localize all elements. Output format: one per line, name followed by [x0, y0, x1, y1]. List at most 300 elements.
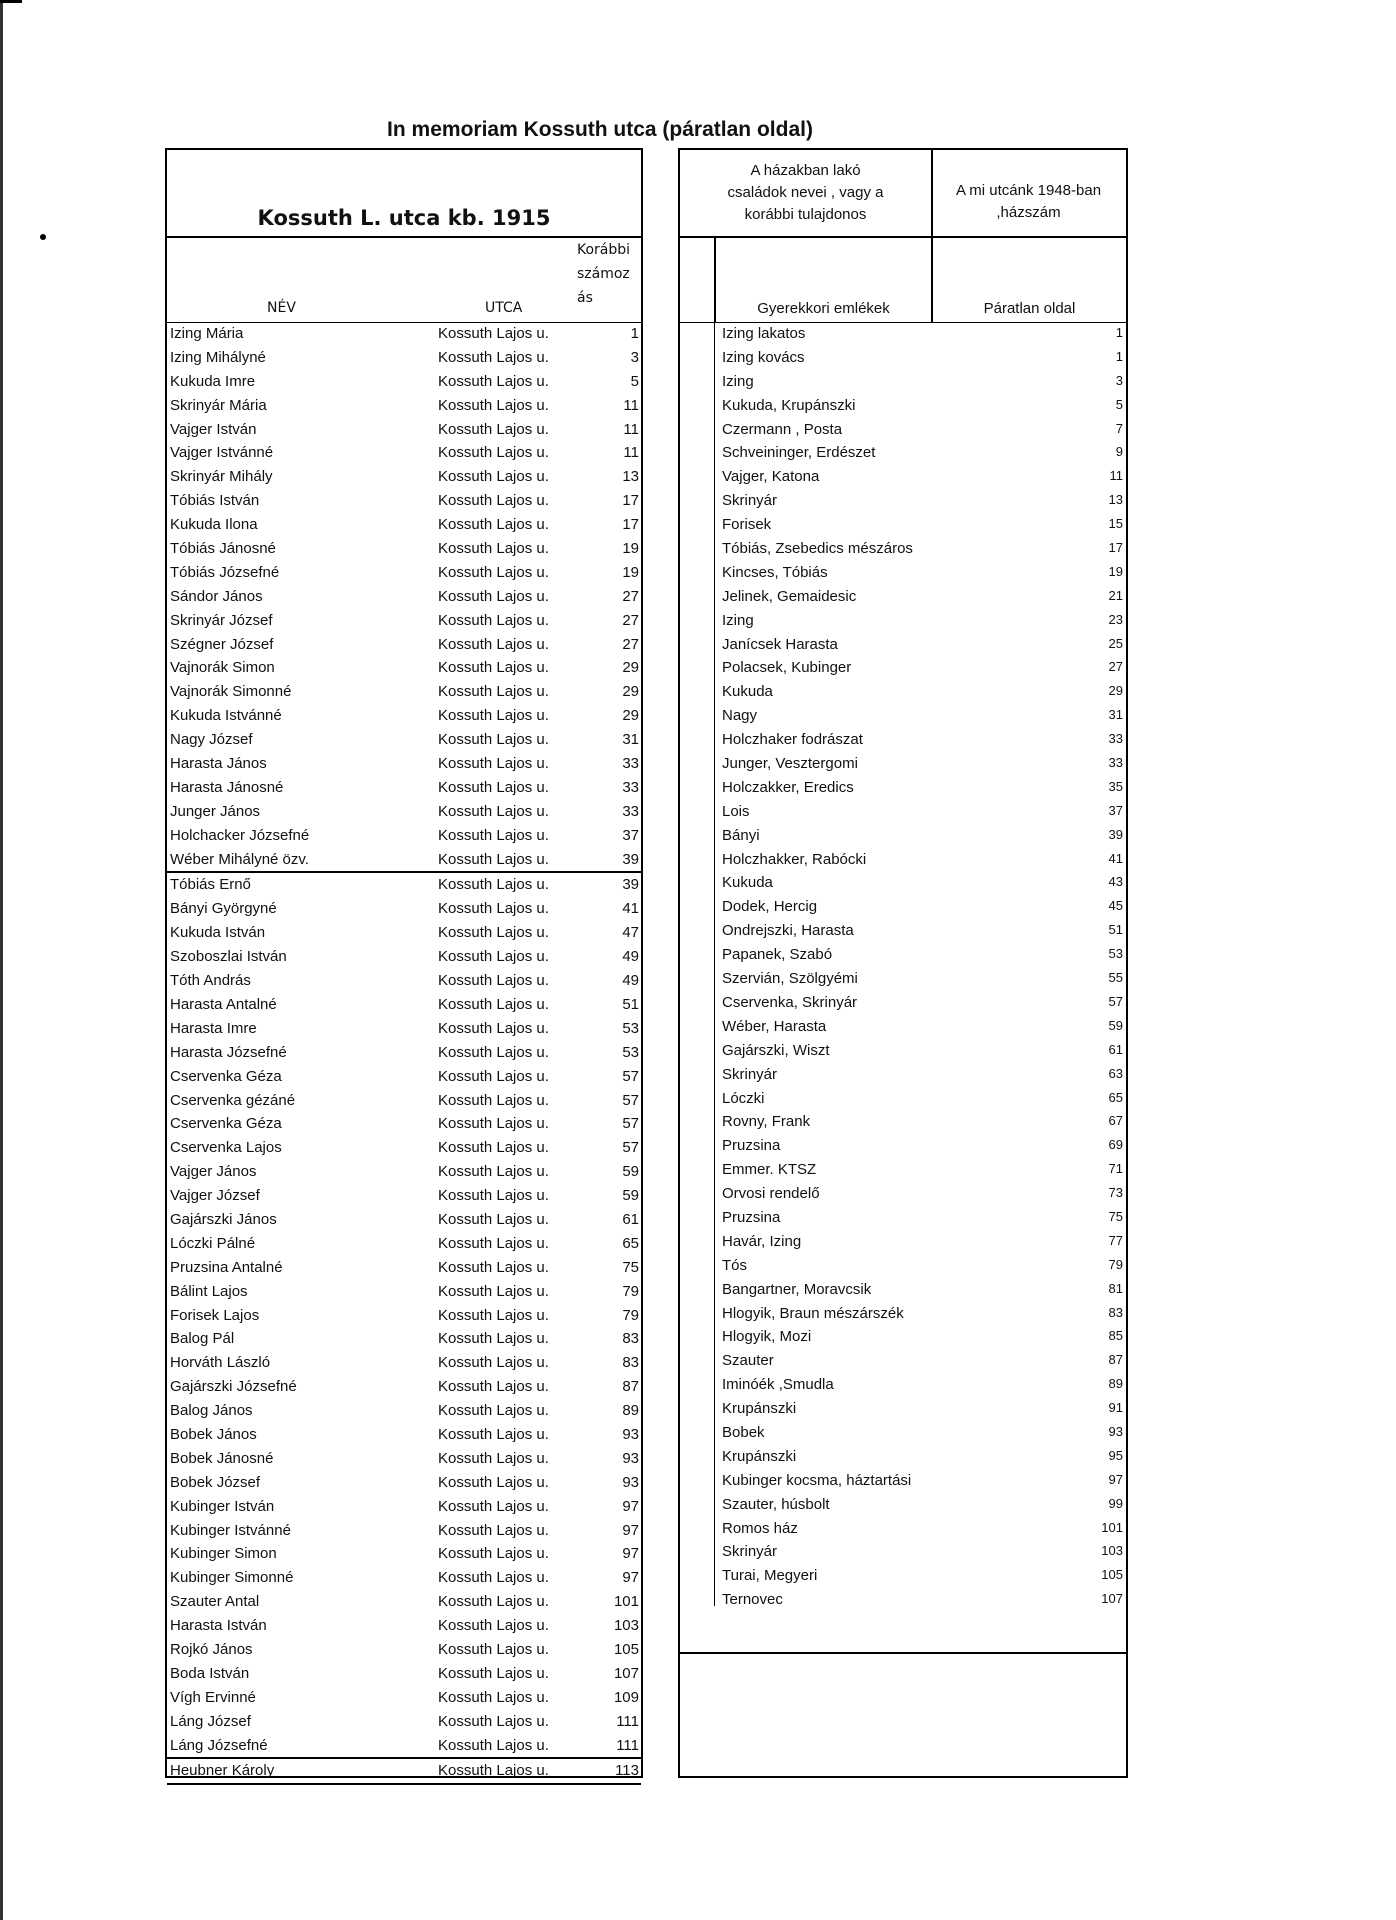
house-number: 27 [622, 635, 639, 653]
table-row [167, 489, 641, 513]
table-row [167, 633, 641, 657]
resident-name: Nagy József [170, 731, 253, 749]
resident-name: Vajger József [170, 1187, 260, 1205]
street-name: Kossuth Lajos u. [438, 1234, 549, 1252]
memory-entry: Ternovec [722, 1591, 783, 1609]
memory-entry: Izing lakatos [722, 325, 806, 342]
street-name: Kossuth Lajos u. [438, 1569, 549, 1587]
house-number: 61 [622, 1210, 639, 1228]
table-row [167, 1375, 641, 1399]
table-row [167, 1136, 641, 1160]
table-row [167, 1542, 641, 1566]
table-row [680, 1373, 1126, 1397]
resident-name: Forisek Lajos [170, 1306, 260, 1324]
resident-name: Gajárszki János [170, 1210, 277, 1228]
house-number-1948: 23 [1108, 611, 1123, 627]
memory-entry: Izing [722, 372, 754, 390]
street-name: Kossuth Lajos u. [438, 325, 549, 342]
resident-name: Kubinger Simon [170, 1545, 277, 1563]
memory-entry: Izing [722, 611, 754, 629]
street-name: Kossuth Lajos u. [438, 1282, 549, 1300]
table-row [167, 1208, 641, 1232]
table-row [680, 752, 1126, 776]
table-row [680, 871, 1126, 895]
resident-name: Harasta Antalné [170, 995, 277, 1013]
table-row [680, 1278, 1126, 1302]
memory-entry: Gajárszki, Wiszt [722, 1041, 830, 1059]
resident-name: Tóbiás Jánosné [170, 540, 276, 558]
street-name: Kossuth Lajos u. [438, 707, 549, 725]
table-row [167, 1232, 641, 1256]
table-row [680, 824, 1126, 848]
house-number-1948: 53 [1108, 946, 1123, 962]
house-number-1948: 33 [1108, 731, 1123, 747]
memory-entry: Wéber, Harasta [722, 1017, 827, 1035]
table-row [680, 441, 1126, 465]
resident-name: Tóth András [170, 972, 251, 990]
resident-name: Kukuda Istvánné [170, 707, 282, 725]
resident-name: Bobek Jánosné [170, 1449, 274, 1467]
residents-list [167, 322, 641, 1785]
table-row [167, 1017, 641, 1041]
house-number-1948: 67 [1108, 1113, 1123, 1129]
street-name: Kossuth Lajos u. [438, 683, 549, 701]
street-name: Kossuth Lajos u. [438, 1545, 549, 1563]
table-row [167, 609, 641, 633]
table-header-row [680, 150, 1126, 238]
memory-entry: Lois [722, 802, 750, 820]
house-number: 27 [622, 611, 639, 629]
house-number: 103 [613, 1617, 639, 1635]
table-row [680, 633, 1126, 657]
house-number: 79 [622, 1282, 639, 1300]
street-name: Kossuth Lajos u. [438, 1067, 549, 1085]
memory-entry: Nagy [722, 707, 758, 725]
table-row [167, 1757, 641, 1785]
street-name: Kossuth Lajos u. [438, 1473, 549, 1491]
table-row [680, 1110, 1126, 1134]
street-name: Kossuth Lajos u. [438, 611, 549, 629]
house-number-1948: 91 [1108, 1400, 1123, 1416]
house-number: 111 [616, 1712, 639, 1730]
table-row [680, 1469, 1126, 1493]
memory-entry: Rovny, Frank [722, 1113, 811, 1131]
house-number: 33 [622, 802, 639, 820]
resident-name: Szégner József [170, 635, 274, 653]
memory-entry: Holczhakker, Rabócki [722, 850, 867, 868]
memory-entry: Janícsek Harasta [722, 635, 838, 653]
memory-entry: Schveininger, Erdészet [722, 444, 876, 462]
memories-1948-table [678, 148, 1128, 1778]
resident-name: Vajger János [170, 1163, 257, 1181]
house-number: 49 [622, 948, 639, 966]
street-name: Kossuth Lajos u. [438, 587, 549, 605]
table-row [680, 1349, 1126, 1373]
resident-name: Kubinger Istvánné [170, 1521, 291, 1539]
table-row [680, 1206, 1126, 1230]
street-name: Kossuth Lajos u. [438, 1187, 549, 1205]
resident-name: Skrinyár Mária [170, 396, 267, 414]
street-name: Kossuth Lajos u. [438, 1617, 549, 1635]
table-row [680, 919, 1126, 943]
memory-entry: Iminóék ,Smudla [722, 1376, 834, 1394]
house-number-1948: 21 [1108, 587, 1123, 603]
house-number-1948: 51 [1108, 922, 1123, 938]
table-row [167, 1734, 641, 1758]
house-number: 29 [622, 683, 639, 701]
table-row [680, 728, 1126, 752]
memory-entry: Izing kovács [722, 348, 805, 366]
memory-entry: Polacsek, Kubinger [722, 659, 852, 677]
table-row [167, 800, 641, 824]
street-name: Kossuth Lajos u. [438, 659, 549, 677]
memory-entry: Szauter, húsbolt [722, 1495, 830, 1513]
memory-entry: Szervián, Szölgyémi [722, 970, 858, 988]
memory-entry: Dodek, Hercig [722, 898, 818, 916]
resident-name: Harasta István [170, 1617, 267, 1635]
memory-entry: Bangartner, Moravcsik [722, 1280, 872, 1298]
house-number: 1 [630, 325, 639, 342]
memory-entry: Szauter [722, 1352, 774, 1370]
resident-name: Pruzsina Antalné [170, 1258, 283, 1276]
empty-box-divider [680, 1652, 1126, 1654]
table-row [167, 1662, 641, 1686]
column-header-street: UTCA [485, 300, 523, 316]
house-number-1948: 39 [1108, 826, 1123, 842]
resident-name: Holchacker Józsefné [170, 826, 310, 844]
table-row [167, 1710, 641, 1734]
table-row [167, 824, 641, 848]
memory-entry: Skrinyár [722, 492, 778, 510]
street-name: Kossuth Lajos u. [438, 635, 549, 653]
house-number-1948: 41 [1108, 850, 1123, 866]
resident-name: Harasta Jánosné [170, 778, 284, 796]
memory-entry: Krupánszki [722, 1447, 797, 1465]
table-row [167, 441, 641, 465]
house-number: 53 [622, 1019, 639, 1037]
resident-name: Izing Mihályné [170, 348, 266, 366]
memory-entry: Pruzsina [722, 1137, 781, 1155]
table-row [680, 1230, 1126, 1254]
house-number-1948: 93 [1108, 1423, 1123, 1439]
house-number: 37 [622, 826, 639, 844]
table-row [680, 537, 1126, 561]
resident-name: Tóbiás István [170, 492, 260, 510]
house-number: 47 [622, 924, 639, 942]
house-number: 109 [613, 1688, 639, 1706]
table-row [167, 418, 641, 442]
table-row [167, 1471, 641, 1495]
resident-name: Tóbiás Ernő [170, 876, 251, 894]
memory-entry: Forisek [722, 516, 772, 534]
table-row [167, 537, 641, 561]
house-number: 113 [615, 1762, 639, 1780]
scan-edge-shadow [0, 0, 3, 1920]
table-row [680, 561, 1126, 585]
table-row [167, 346, 641, 370]
table-row [680, 1517, 1126, 1541]
memory-entry: Havár, Izing [722, 1232, 802, 1250]
table-row [167, 897, 641, 921]
street-name: Kossuth Lajos u. [438, 516, 549, 534]
house-number-1948: 33 [1108, 755, 1123, 771]
resident-name: Láng József [170, 1712, 251, 1730]
house-number-1948: 57 [1108, 993, 1123, 1009]
table-row [167, 1280, 641, 1304]
table-row [680, 1540, 1126, 1564]
street-name: Kossuth Lajos u. [438, 1378, 549, 1396]
resident-name: Bálint Lajos [170, 1282, 248, 1300]
house-number: 33 [622, 755, 639, 773]
table-row [167, 1089, 641, 1113]
column-header-previous-number-line: Korábbi [577, 242, 631, 258]
table-row [680, 1087, 1126, 1111]
resident-name: Kukuda Imre [170, 372, 256, 390]
table-row [167, 1041, 641, 1065]
house-number: 79 [622, 1306, 639, 1324]
street-name: Kossuth Lajos u. [438, 1762, 549, 1780]
table-row [167, 1566, 641, 1590]
table-row [680, 1588, 1126, 1612]
house-number: 29 [622, 659, 639, 677]
street-name: Kossuth Lajos u. [438, 1712, 549, 1730]
table-row [167, 848, 641, 872]
table-row [167, 1184, 641, 1208]
table-row [680, 656, 1126, 680]
column-header-previous-number [577, 238, 641, 310]
table-row [167, 728, 641, 752]
table-row [680, 1325, 1126, 1349]
street-name: Kossuth Lajos u. [438, 1091, 549, 1109]
house-number-1948: 27 [1108, 659, 1123, 675]
column-header-previous-number-line: ás [577, 290, 593, 306]
house-number: 19 [622, 540, 639, 558]
street-name: Kossuth Lajos u. [438, 802, 549, 820]
scan-dot-mark [40, 234, 46, 240]
house-number: 65 [622, 1234, 639, 1252]
resident-name: Vajnorák Simonné [170, 683, 292, 701]
table-row [167, 656, 641, 680]
house-number-1948: 9 [1115, 444, 1123, 460]
street-name: Kossuth Lajos u. [438, 826, 549, 844]
table-row [167, 465, 641, 489]
table-row [680, 513, 1126, 537]
resident-name: Wéber Mihályné özv. [170, 850, 309, 868]
table-row [680, 489, 1126, 513]
house-number-1948: 99 [1108, 1495, 1123, 1511]
table-row [167, 561, 641, 585]
house-number: 83 [622, 1330, 639, 1348]
table-header-title-row [167, 150, 641, 238]
table-row [680, 609, 1126, 633]
table-row [167, 921, 641, 945]
table-row [167, 1590, 641, 1614]
house-number-1948: 107 [1101, 1591, 1123, 1607]
table-row [680, 776, 1126, 800]
column-header-previous-number-line: számoz [577, 266, 630, 282]
table-row [680, 704, 1126, 728]
table-row [167, 585, 641, 609]
street-name: Kossuth Lajos u. [438, 876, 549, 894]
house-number-1948: 3 [1115, 372, 1123, 388]
memory-entry: Ondrejszki, Harasta [722, 922, 854, 940]
table-row [167, 1160, 641, 1184]
street-name: Kossuth Lajos u. [438, 563, 549, 581]
column-header-1948-line: A mi utcánk 1948-ban [955, 182, 1102, 199]
street-name: Kossuth Lajos u. [438, 1163, 549, 1181]
house-number: 97 [622, 1497, 639, 1515]
table-row [167, 370, 641, 394]
street-name: Kossuth Lajos u. [438, 1258, 549, 1276]
table-row [680, 465, 1126, 489]
street-name: Kossuth Lajos u. [438, 372, 549, 390]
column-header-1948 [931, 180, 1126, 224]
table-row [167, 993, 641, 1017]
street-name: Kossuth Lajos u. [438, 778, 549, 796]
memory-entry: Kukuda [722, 874, 773, 892]
house-number: 89 [622, 1402, 639, 1420]
house-number: 27 [622, 587, 639, 605]
house-number-1948: 79 [1108, 1256, 1123, 1272]
street-name: Kossuth Lajos u. [438, 1449, 549, 1467]
street-name: Kossuth Lajos u. [438, 1019, 549, 1037]
table-row [680, 322, 1126, 346]
table-row [167, 1423, 641, 1447]
house-number: 93 [622, 1425, 639, 1443]
house-number-1948: 5 [1115, 396, 1123, 412]
memory-entry: Emmer. KTSZ [722, 1161, 817, 1179]
table-row [167, 680, 641, 704]
memory-entry: Kincses, Tóbiás [722, 563, 828, 581]
house-number-1948: 89 [1108, 1376, 1123, 1392]
resident-name: Kubinger István [170, 1497, 275, 1515]
table-row [167, 704, 641, 728]
memory-entry: Krupánszki [722, 1400, 797, 1418]
table-row [680, 394, 1126, 418]
resident-name: Lóczki Pálné [170, 1234, 256, 1252]
house-number: 83 [622, 1354, 639, 1372]
house-number: 19 [622, 563, 639, 581]
house-number-1948: 73 [1108, 1185, 1123, 1201]
street-name: Kossuth Lajos u. [438, 396, 549, 414]
house-number-1948: 37 [1108, 802, 1123, 818]
table-row [167, 394, 641, 418]
memory-entry: Skrinyár [722, 1065, 778, 1083]
resident-name: Harasta Józsefné [170, 1043, 287, 1061]
residents-1915-table [165, 148, 643, 1778]
table-column-header-row [167, 238, 641, 323]
resident-name: Skrinyár József [170, 611, 273, 629]
table-row [680, 1445, 1126, 1469]
table-row [167, 1495, 641, 1519]
house-number: 11 [623, 396, 639, 414]
street-name: Kossuth Lajos u. [438, 348, 549, 366]
street-name: Kossuth Lajos u. [438, 1640, 549, 1658]
resident-name: Cservenka Géza [170, 1067, 282, 1085]
house-number: 107 [613, 1664, 639, 1682]
house-number: 105 [613, 1640, 639, 1658]
house-number: 97 [622, 1545, 639, 1563]
table-column-header-row [680, 238, 1126, 323]
house-number-1948: 101 [1101, 1519, 1123, 1535]
table-row [680, 680, 1126, 704]
house-number: 101 [613, 1593, 639, 1611]
table-row [167, 945, 641, 969]
house-number-1948: 25 [1108, 635, 1123, 651]
house-number: 17 [622, 492, 639, 510]
house-number: 97 [622, 1569, 639, 1587]
resident-name: Kukuda István [170, 924, 266, 942]
street-name: Kossuth Lajos u. [438, 1688, 549, 1706]
resident-name: Tóbiás Józsefné [170, 563, 280, 581]
house-number: 57 [622, 1139, 639, 1157]
house-number: 75 [622, 1258, 639, 1276]
house-number-1948: 103 [1101, 1543, 1123, 1559]
house-number-1948: 95 [1108, 1447, 1123, 1463]
memory-entry: Kubinger kocsma, háztartási [722, 1471, 912, 1489]
house-number: 49 [622, 972, 639, 990]
memory-entry: Junger, Vesztergomi [722, 755, 858, 773]
scan-corner-mark [0, 0, 22, 17]
street-name: Kossuth Lajos u. [438, 492, 549, 510]
memories-list [680, 322, 1126, 1612]
table-row [167, 1112, 641, 1136]
table-row [167, 871, 641, 897]
house-number: 93 [622, 1449, 639, 1467]
table-row [680, 800, 1126, 824]
street-name: Kossuth Lajos u. [438, 850, 549, 868]
resident-name: Horváth László [170, 1354, 271, 1372]
street-name: Kossuth Lajos u. [438, 1330, 549, 1348]
house-number: 51 [622, 995, 639, 1013]
resident-name: Kukuda Ilona [170, 516, 258, 534]
house-number: 97 [622, 1521, 639, 1539]
table-row [680, 1493, 1126, 1517]
street-name: Kossuth Lajos u. [438, 420, 549, 438]
resident-name: Boda István [170, 1664, 250, 1682]
house-number-1948: 43 [1108, 874, 1123, 890]
memory-entry: Orvosi rendelő [722, 1185, 820, 1203]
memory-entry: Pruzsina [722, 1208, 781, 1226]
house-number-1948: 29 [1108, 683, 1123, 699]
street-name: Kossuth Lajos u. [438, 755, 549, 773]
house-number: 11 [623, 420, 639, 438]
memory-entry: Holczhaker fodrászat [722, 731, 863, 749]
house-number-1948: 83 [1108, 1304, 1123, 1320]
house-number-1948: 45 [1108, 898, 1123, 914]
table-row [680, 1063, 1126, 1087]
house-number-1948: 17 [1108, 540, 1123, 556]
table-row [167, 1638, 641, 1662]
street-name: Kossuth Lajos u. [438, 1210, 549, 1228]
resident-name: Vajger Istvánné [170, 444, 274, 462]
resident-name: Izing Mária [170, 325, 244, 342]
table-row [167, 513, 641, 537]
resident-name: Cservenka Lajos [170, 1139, 282, 1157]
house-number-1948: 87 [1108, 1352, 1123, 1368]
memory-entry: Turai, Megyeri [722, 1567, 818, 1585]
street-name: Kossuth Lajos u. [438, 995, 549, 1013]
street-name: Kossuth Lajos u. [438, 540, 549, 558]
street-name: Kossuth Lajos u. [438, 468, 549, 486]
house-number-1948: 1 [1115, 348, 1123, 364]
resident-name: Balog Pál [170, 1330, 235, 1348]
table-row [680, 418, 1126, 442]
house-number-1948: 1 [1115, 325, 1123, 340]
house-number: 59 [622, 1187, 639, 1205]
table-row [167, 322, 641, 346]
table-row [680, 1254, 1126, 1278]
